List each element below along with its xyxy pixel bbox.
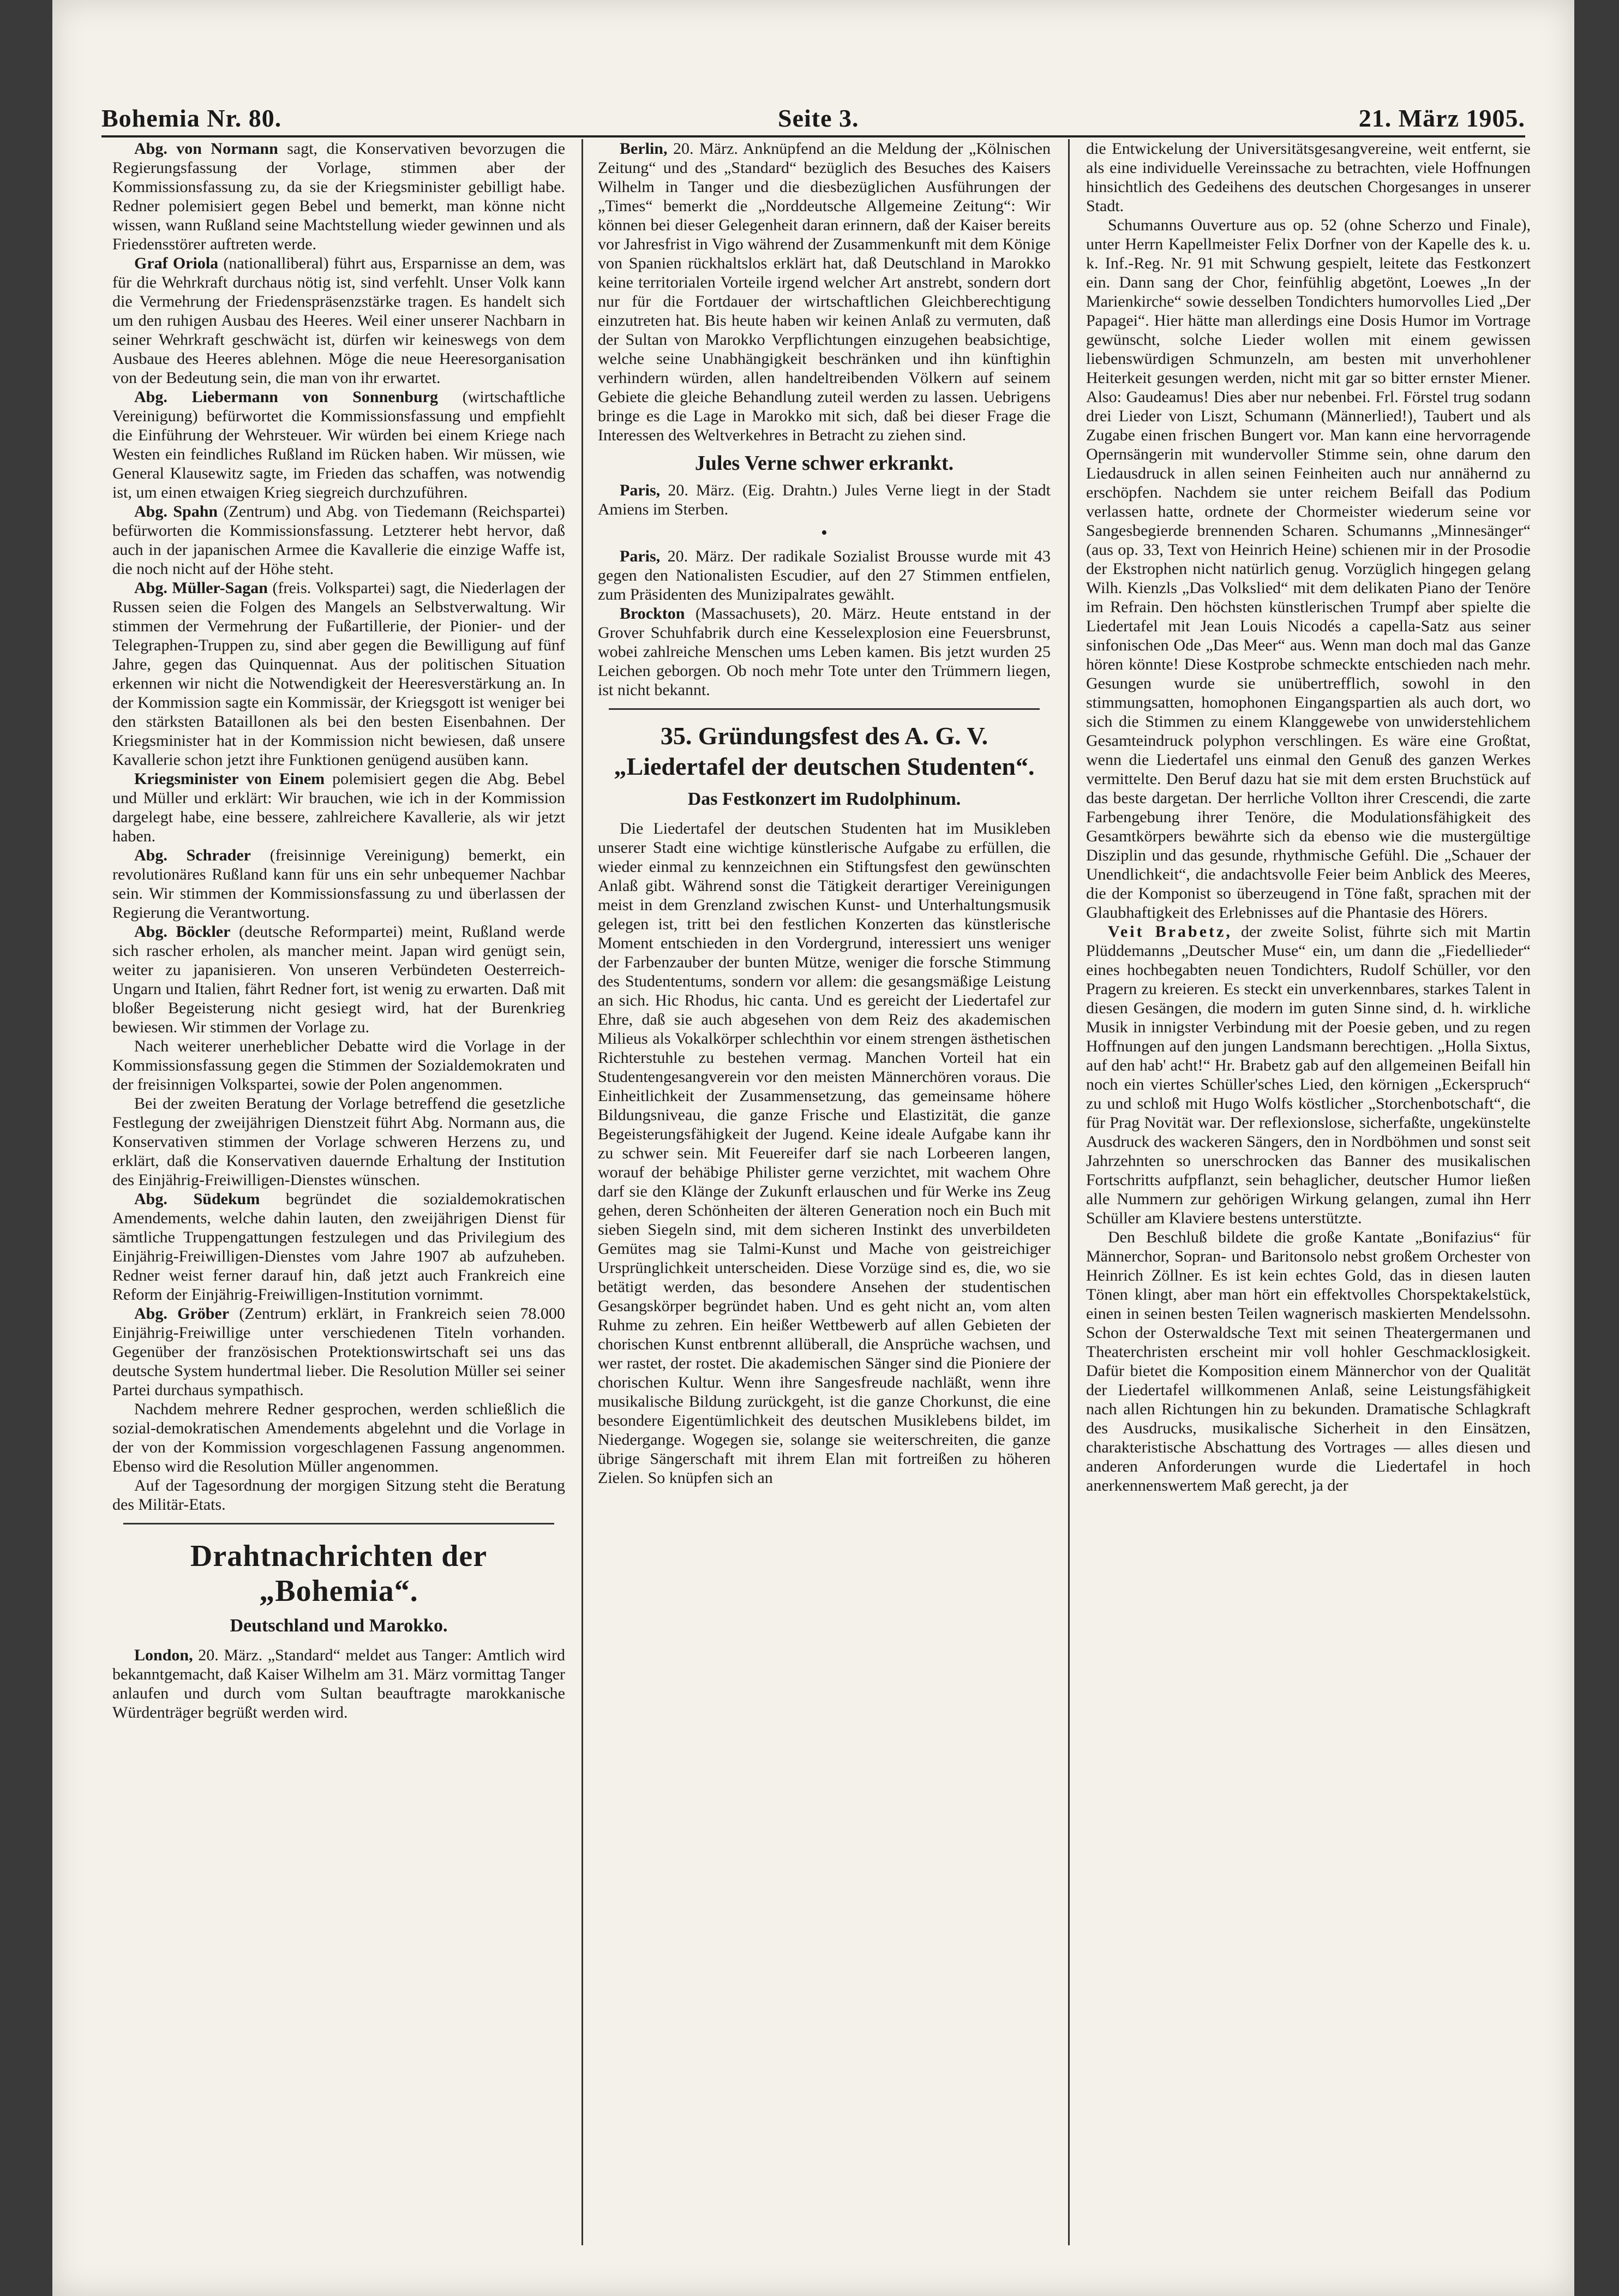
article-headline: Deutschland und Marokko. bbox=[230, 1616, 448, 1636]
paragraph: Abg. Gröber (Zentrum) erklärt, in Frankreich seien 78.000 Einjährig-Freiwillige unter verschiedenen Titeln vorhanden. Gegenüber der französischen Protektionswirtschaft sei uns das deutsche System hundertmal lieber. Die Resolution Müller sei seiner Partei durchaus sympathisch. bbox=[112, 1305, 565, 1399]
section-headline: Drahtnachrichten der „Bohemia“. bbox=[190, 1539, 488, 1608]
paragraph: Brockton (Massachusets), 20. März. Heute entstand in der Grover Schuhfabrik durch eine Kesselexplosion eine Feuersbrunst, wobei zahlreiche Menschen ums Leben kamen. Bis jetzt wurden 25 Leichen geborgen. Ob noch mehr Tote unter den Trümmern liegen, ist nicht bekannt. bbox=[598, 605, 1051, 699]
paragraph: Kriegsminister von Einem polemisiert gegen die Abg. Bebel und Müller und erklärt: Wir brauchen, wie ich in der Kommission dargelegt habe, eine bessere, zahlreichere Kavallerie, als wir jetzt haben. bbox=[112, 770, 565, 845]
paragraph: Berlin, 20. März. Anknüpfend an die Meldung der „Kölnischen Zeitung“ und des „Standard“ bezüglich des Besuches des Kaisers Wilhelm in Tanger und die diesbezüglichen Ausführungen der „Times“ bemerkt die „Norddeutsche Allgemeine Zeitung“: Wir können bei dieser Gelegenheit daran erinnern, daß der Kaiser bereits vor Jahresfrist in Vigo während der Zusammenkunft mit dem Könige von Spanien rückhaltslos erklärt hat, daß Deutschland in Marokko keine territorialen Vorteile irgend welcher Art anstrebt, sondern dort nur für die Fortdauer der wirtschaftlichen Gleichberechtigung einzutreten hat. Bis heute haben wir keinen Anlaß zu vermuten, daß der Sultan von Marokko Verpflichtungen einzugehen beabsichtige, welche seine Unabhängigkeit beschränken und ihn künftighin verhindern würden, allen handeltreibenden Völkern auf seinem Gebiete die gleiche Behandlung zuteil werden zu lassen. Uebrigens bringe es die Lage in Marokko mit sich, daß bei dieser Frage die Interessen des Weltverkehres in Betracht zu ziehen sind. bbox=[598, 140, 1051, 444]
column-3 bbox=[1086, 139, 1531, 2245]
paragraph: London, 20. März. „Standard“ meldet aus Tanger: Amtlich wird bekanntgemacht, daß Kaiser Wilhelm am 31. März vormittag Tanger anlaufen und durch vom Sultan beauftragte marokkanische Würdenträger begrüßt werden wird. bbox=[112, 1646, 565, 1721]
article-subheadline: Das Festkonzert im Rudolphinum. bbox=[687, 789, 961, 809]
newspaper-page bbox=[52, 0, 1574, 2296]
paragraph: Die Liedertafel der deutschen Studenten hat im Musikleben unserer Stadt eine wichtige künstlerische Aufgabe zu erfüllen, die wieder einmal zu kennzeichnen ein Stiftungsfest den gewünschten Anlaß gibt. Während sonst die Tätigkeit derartiger Vereinigungen meist in dem Grenzland zwischen Kunst- und Unterhaltungsmusik gelegen ist, tritt bei den festlichen Konzerten das künstlerische Moment entschieden in den Vordergrund, interessiert uns weniger der Farbenzauber der bunten Mütze, weniger die forsche Stimmung des Studententums, sondern vor allem: die gesangsmäßige Leistung an sich. Hic Rhodus, hic canta. Und es gereicht der Liedertafel zur Ehre, daß sie auch abgesehen von dem Reiz des akademischen Milieus als Vokalkörper schlechthin vor einem strengen ästhetischen Richterstuhle zu bestehen vermag. Manchen Vorteil hat ein Studentengesangverein vor den meisten Männerchören voraus. Die Einheitlichkeit der Zusammensetzung, das gemeinsame höhere Bildungsniveau, die ganze Frische und Elastizität, die ganze Begeisterungsfähigkeit der Jugend. Keine ideale Aufgabe kann ihr zu schwer sein. Mit Feuereifer darf sie nach Lorbeeren langen, worauf der behäbige Philister gerne verzichtet, mit wachem Ohre darf sie den Klänge der Zukunft erlauschen und für Werke ins Zeug gehen, deren Schönheiten der älteren Generation noch ein Buch mit sieben Siegeln sind, mit dem sicheren Instinkt des unverbildeten Gemütes mag sie Talmi-Kunst und Mache von geistreichiger Ursprünglichkeit unterscheiden. Diese Vorzüge sind es, die, wo sie betätigt werden, das besondere Ansehen der studentischen Gesangskörper begründet haben. Und es geht nicht an, vom alten Ruhme zu zehren. Ein heißer Wettbewerb auf allen Gebieten der chorischen Kunst entbrennt allüberall, die Ansprüche wachsen, und wer rastet, der rostet. Die akademischen Sänger sind die Pioniere der chorischen Kultur. Wenn ihre Sangesfreude nachläßt, wenn ihre musikalische Bildung zurückgeht, ist die ganze Chorkunst, die eine besondere Eigentümlichkeit des deutschen Musiklebens bildet, im Niedergange. Wogegen sie, solange sie weiterschreiten, die ganze übrige Sängerschaft mit ihrem Elan mit fortreißen zu höheren Zielen. So knüpfen sich an bbox=[598, 820, 1051, 1487]
paragraph: Den Beschluß bildete die große Kantate „Bonifazius“ für Männerchor, Sopran- und Baritonsolo nebst großem Orchester von Heinrich Zöllner. Es ist kein echtes Gold, das in diesen lauten Tönen klingt, aber man hört ein effektvolles Chorspektakelstück, einen in seinen besten Teilen wagnerisch maskierten Mendelssohn. Schon der Osterwaldsche Text mit seinen Theatergermanen und Theaterchristen erscheint mir voll hohler Geschmacklosigkeit. Dafür bietet die Komposition einem Männerchor von der Qualität der Liedertafel willkommenen Anlaß, seine Leistungsfähigkeit nach allen Richtungen hin zu bekunden. Dramatische Schlagkraft des Ausdrucks, musikalische Sicherheit in den Einsätzen, charakteristische Abschattung des Vortrages — alles diesen und anderen Anforderungen wurde die Liedertafel in hoch anerkennenswertem Maß gerecht, ja der bbox=[1086, 1228, 1531, 1494]
page-number: Seite 3. bbox=[778, 104, 859, 132]
paragraph: Bei der zweiten Beratung der Vorlage betreffend die gesetzliche Festlegung der zweijährigen Dienstzeit führt Abg. Normann aus, die Konservativen stimmen der Vorlage schweren Herzens zu, und erklärt, daß die Konservativen dauernde Erhaltung der Institution des Einjährig-Freiwilligen-Dienstes wünschen. bbox=[112, 1095, 565, 1189]
column-1 bbox=[112, 139, 565, 2245]
paragraph: Abg. Müller-Sagan (freis. Volkspartei) sagt, die Niederlagen der Russen seien die Folgen des Mangels an Selbstverwaltung. Wir stimmen der Vermehrung der Fußartillerie, der Pionier- und der Telegraphen-Truppen zu, sind aber gegen die Bewilligung auf fünf Jahre, gegen das Quinquennat. Aus der politischen Situation erkennen wir nicht die Notwendigkeit der Heeresverstärkung an. In der Kommission sagte ein Kommissär, der Kriegsgott ist weniger bei den stärksten Bataillonen als bei den besten Eisenbahnen. Der Kriegsminister hat in der Kommission nicht bewiesen, daß unsere Kavallerie schon jetzt ihre Funktionen genügend ausüben kann. bbox=[112, 579, 565, 769]
paragraph: Abg. von Normann sagt, die Konservativen bevorzugen die Regierungsfassung der Vorlage, stimmen aber der Kommissionsfassung zu, da sie der Kriegsminister gebilligt habe. Redner polemisiert gegen Bebel und bemerkt, man könne nicht wissen, wann Rußland seine Machtstellung wieder gewinnen und als Friedensstörer auftreten werde. bbox=[112, 140, 565, 253]
paragraph: Schumanns Ouverture aus op. 52 (ohne Scherzo und Finale), unter Herrn Kapellmeister Felix Dorfner von der Kapelle des k. u. k. Inf.-Reg. Nr. 91 mit Schwung gespielt, leitete das Festkonzert ein. Dann sang der Chor, feinfühlig abgetönt, Loewes „In der Marienkirche“ sowie desselben Tondichters humorvolles Lied „Der Papagei“. Hier hätte man allerdings eine Dosis Humor im Vortrage gewünscht, solche Lieder wollen mit einem gewissen liebenswürdigen Schmunzeln, am besten mit unverhohlener Heiterkeit gesungen werden, nicht mit gar so bitter ernster Miener. Also: Gaudeamus! Dies aber nur nebenbei. Frl. Förstel trug sodann drei Lieder von Liszt, Schumann (Männerlied!), Taubert und als Zugabe einen frischen Bungert vor. Man kann eine hervorragende Opernsängerin mit wundervoller Stimme sein, ohne darum den Liedausdruck in allen seinen Feinheiten auch nur annähernd zu erschöpfen. Nachdem sie unter reichem Beifall das Podium verlassen hatte, ordnete der Chormeister wiederum seine vor Sangesbegierde brennenden Scharen. Schumanns „Minnesänger“ (aus op. 33, Text von Heinrich Heine) schienen mir in der Prosodie der Ekstrophen nicht natürlich genug. Vorzüglich hingegen gelang Wilh. Kienzls „Das Volkslied“ mit dem delikaten Piano der Tenöre im Refrain. Den höchsten künstlerischen Trumpf aber spielte die Liedertafel mit Jean Louis Nicodés a capella-Satz aus seiner sinfonischen Ode „Das Meer“ aus. Wenn man doch mal das Ganze hören könnte! Diese Kostprobe schmeckte entschieden nach mehr. Gesungen wurde sie unübertrefflich, sowohl in den stimmungsatten, homophonen Eingangspartien als auch dort, wo sich die Stimmen zu einem Klanggewebe von unwiderstehlichem Gesamteindruck polyphon verschlingen. Es wäre eine Großtat, wenn die Liedertafel uns einmal den Genuß des ganzen Werkes vermittelte. Den Beruf dazu hat sie mit dem ersten Bruchstück auf das beste dargetan. Der herrliche Vollton ihrer Crescendi, die zarte Farbengebung ihrer Tenöre, die Modulationsfähigkeit des Gesamtkörpers bewährte sich da ebenso wie die mustergültige Disziplin und das gesunde, rhythmische Gefühl. Die „Schauer der Unendlichkeit“, die andachtsvolle Feier beim Anblick des Meeres, die der Komponist so überzeugend in Töne faßt, sprachen mit der Glaubhaftigkeit des Erlebnisses auf die Phantasie des Hörers. bbox=[1086, 216, 1531, 922]
paragraph: Veit Brabetz, der zweite Solist, führte sich mit Martin Plüddemanns „Deutscher Muse“ ein, um dann die „Fiedellieder“ eines hochbegabten neuen Tondichters, Rudolf Schüller, vor den Pragern zu kreieren. Es steckt ein unverkennbares, starkes Talent in diesen Gesängen, die modern im guten Sinne sind, d. h. wirkliche Musik in innigster Verbindung mit der Poesie geben, und zu regen Hoffnungen auf den jungen Landsmann berechtigen. „Holla Sixtus, auf den hab' acht!“ Hr. Brabetz gab auf den allgemeinen Beifall hin noch ein viertes Schüller'sches Lied, den körnigen „Eckerspruch“ zu und schloß mit Hugo Wolfs köstlicher „Storchenbotschaft“, die für Prag Novität war. Der reflexionslose, sicherfaßte, ungekünstelte Ausdruck des wackeren Sängers, den in Nordböhmen und sonst seit Jahrzehnten so unerschrocken das Banner des musikalischen Fortschritts aufpflanzt, sein behaglicher, deutscher Humor ließen alle Nummern zur gehörigen Wirkung gelangen, zumal ihn Herr Schüller am Klaviere bestens unterstützte. bbox=[1086, 923, 1531, 1227]
column-2 bbox=[598, 139, 1051, 2245]
paragraph: Auf der Tagesordnung der morgigen Sitzung steht die Beratung des Militär-Etats. bbox=[112, 1476, 565, 1514]
paragraph: die Entwickelung der Universitätsgesangvereine, weit entfernt, sie als eine individuelle Vereinssache zu betrachten, viele Hoffnungen hinsichtlich des Gedeihens des deutschen Chorgesanges in unserer Stadt. bbox=[1086, 140, 1531, 215]
paragraph: Abg. Böckler (deutsche Reformpartei) meint, Rußland werde sich rascher erholen, als mancher meint. Japan wird genügt sein, weiter zu japanisieren. Von unseren Verbündeten Oesterreich-Ungarn und Italien, fährt Redner fort, ist wenig zu erwarten. Daß mit bloßer Begeisterung nicht gesiegt wird, hat der Burenkrieg bewiesen. Wir stimmen der Vorlage zu. bbox=[112, 923, 565, 1036]
issue-date: 21. März 1905. bbox=[1358, 104, 1525, 132]
section-divider bbox=[123, 1523, 554, 1524]
paragraph: Graf Oriola (nationalliberal) führt aus, Ersparnisse an dem, was für die Wehrkraft durchaus nötig ist, sind verfehlt. Unser Volk kann die Vermehrung der Friedenspräsenzstärke tragen. Es handelt sich um den ruhigen Ausbau des Heeres. Weil einer unserer Nachbarn in seiner Wehrkraft geschwächt ist, dürfen wir keineswegs von dem Ausbaue des Heeres ablehnen. Möge die neue Heeresorganisation von der Bedeutung sein, die man von ihr erwartet. bbox=[112, 254, 565, 387]
column-divider-2 bbox=[1068, 139, 1070, 2245]
paragraph: Abg. Liebermann von Sonnenburg (wirtschaftliche Vereinigung) befürwortet die Kommissionsfassung und empfiehlt die Einführung der Wehrsteuer. Wir würden bei einem Kriege nach Westen ein feindliches Rußland im Rücken haben. Wir müssen, wie General Klausewitz sagte, im Frieden das schaffen, was notwendig ist, um einen etwaigen Krieg siegreich durchzuführen. bbox=[112, 388, 565, 501]
paragraph: Nachdem mehrere Redner gesprochen, werden schließlich die sozial-demokratischen Amendements abgelehnt und die Vorlage in der von der Kommission vorgeschlagenen Fassung angenommen. Ebenso wird die Resolution Müller angenommen. bbox=[112, 1400, 565, 1475]
paragraph: Paris, 20. März. Der radikale Sozialist Brousse wurde mit 43 gegen den Nationalisten Escudier, auf den 27 Stimmen entfielen, zum Präsidenten des Munizipalrates gewählt. bbox=[598, 547, 1051, 603]
column-divider-1 bbox=[581, 139, 583, 2245]
paragraph: Abg. Spahn (Zentrum) und Abg. von Tiedemann (Reichspartei) befürworten die Kommissionsfassung. Letzterer hebt hervor, daß auch in der japanischen Armee die Kavallerie die einzige Waffe ist, die noch nicht auf der Höhe steht. bbox=[112, 503, 565, 578]
header-rule bbox=[101, 135, 1525, 137]
bullet-separator: • bbox=[821, 523, 828, 543]
paragraph: Nach weiterer unerheblicher Debatte wird die Vorlage in der Kommissionsfassung gegen die Stimmen der Sozialdemokraten und der freisinnigen Volkspartei, sowie der Polen angenommen. bbox=[112, 1037, 565, 1093]
page-header bbox=[101, 93, 1525, 136]
section-divider bbox=[609, 708, 1040, 710]
masthead-issue: Bohemia Nr. 80. bbox=[101, 104, 282, 132]
paragraph: Abg. Südekum begründet die sozialdemokratischen Amendements, welche dahin lauten, den zweijährigen Dienst für sämtliche Truppengattungen festzulegen und das Privilegium des Einjährig-Freiwilligen-Dienstes vom Jahre 1907 ab aufzuheben. Redner weist ferner darauf hin, daß jetzt auch Frankreich eine Reform der Einjährig-Freiwilligen-Institution vornimmt. bbox=[112, 1190, 565, 1304]
article-headline: 35. Gründungsfest des A. G. V. „Liedertafel der deutschen Studenten“. bbox=[614, 722, 1035, 780]
article-headline: Jules Verne schwer erkrankt. bbox=[694, 452, 954, 475]
paragraph: Abg. Schrader (freisinnige Vereinigung) bemerkt, ein revolutionäres Rußland kann für uns ein sehr unbequemer Nachbar sein. Wir stimmen der Kommissionsfassung zu und überlassen der Regierung die Verantwortung. bbox=[112, 846, 565, 922]
paragraph: Paris, 20. März. (Eig. Drahtn.) Jules Verne liegt in der Stadt Amiens im Sterben. bbox=[598, 481, 1051, 518]
